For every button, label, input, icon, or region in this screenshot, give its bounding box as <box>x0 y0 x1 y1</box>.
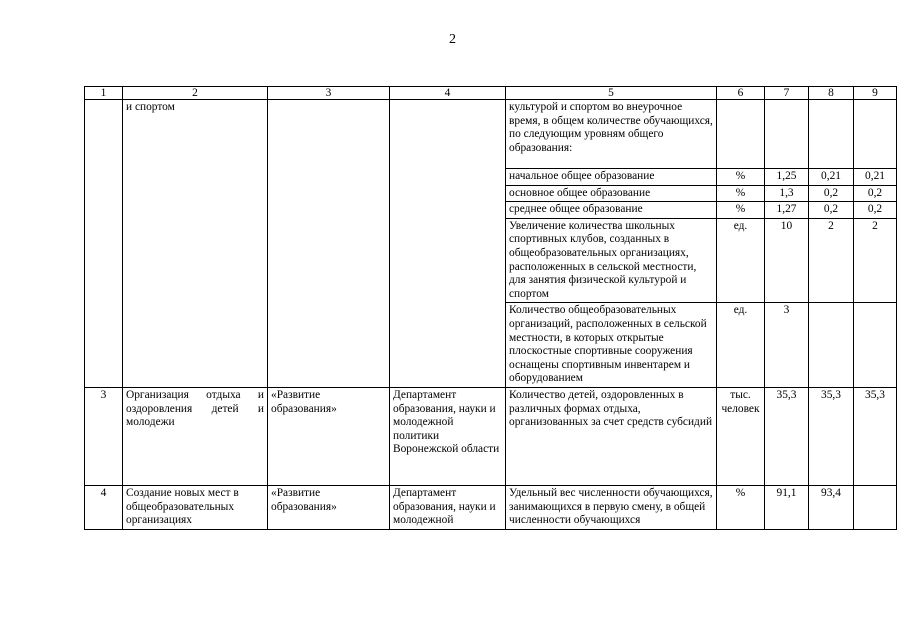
unit-line-2: человек <box>721 402 760 415</box>
indicator-cell: Количество детей, оздоровленных в различных формах отдыха, организованных за счет средств субсидий <box>506 387 717 485</box>
indicators-table <box>84 86 897 530</box>
value-9-cell: 35,3 <box>854 387 897 485</box>
indicator-cell: Увеличение количества школьных спортивных клубов, созданных в общеобразовательных организациях, расположенных в сельской местности, для занятия физической культурой и спортом <box>506 218 717 303</box>
executor-cell: Департамент образования, науки и молодежной политики Воронежской области <box>390 387 506 485</box>
col-header-1: 1 <box>85 87 123 100</box>
value-8-cell: 93,4 <box>809 485 854 529</box>
row-number-cell: 3 <box>85 387 123 485</box>
unit-cell: ед. <box>717 303 765 388</box>
value-7-cell: 1,27 <box>765 202 809 219</box>
col-header-9: 9 <box>854 87 897 100</box>
value-8-cell: 2 <box>809 218 854 303</box>
value-8-cell <box>809 100 854 169</box>
event-name-cell: и спортом <box>123 100 268 388</box>
program-cell: «Развитие образования» <box>268 485 390 529</box>
value-9-cell: 2 <box>854 218 897 303</box>
unit-cell: % <box>717 485 765 529</box>
value-8-cell <box>809 303 854 388</box>
indicator-cell: основное общее образование <box>506 185 717 202</box>
value-8-cell: 0,21 <box>809 169 854 186</box>
value-9-cell: 0,2 <box>854 202 897 219</box>
value-9-cell: 0,21 <box>854 169 897 186</box>
value-7-cell: 3 <box>765 303 809 388</box>
value-7-cell: 91,1 <box>765 485 809 529</box>
value-7-cell <box>765 100 809 169</box>
value-7-cell: 1,25 <box>765 169 809 186</box>
unit-cell: % <box>717 202 765 219</box>
unit-cell: % <box>717 169 765 186</box>
value-9-cell <box>854 100 897 169</box>
unit-cell <box>717 100 765 169</box>
row-number-cell: 4 <box>85 485 123 529</box>
value-8-cell: 0,2 <box>809 185 854 202</box>
table-row <box>85 485 897 529</box>
value-9-cell: 0,2 <box>854 185 897 202</box>
table-row <box>85 100 897 169</box>
value-7-cell: 35,3 <box>765 387 809 485</box>
unit-line-1: тыс. <box>730 388 751 401</box>
table-row <box>85 387 897 485</box>
col-header-2: 2 <box>123 87 268 100</box>
unit-cell: ед. <box>717 218 765 303</box>
indicator-intro-cell: культурой и спортом во внеурочное время, в общем количестве обучающихся, по следующим уровням общего образования: <box>506 100 717 169</box>
executor-cell: Департамент образования, науки и молодежной <box>390 485 506 529</box>
indicator-cell: Количество общеобразовательных организаций, расположенных в сельской местности, в которых открытые плоскостные спортивные сооружения оснащены спортивным инвентарем и оборудованием <box>506 303 717 388</box>
col-header-7: 7 <box>765 87 809 100</box>
event-name-cell: Организация отдыха и оздоровления детей и молодежи <box>123 387 268 485</box>
col-header-3: 3 <box>268 87 390 100</box>
value-8-cell: 35,3 <box>809 387 854 485</box>
row-number-cell <box>85 100 123 388</box>
col-header-4: 4 <box>390 87 506 100</box>
header-row <box>85 87 897 100</box>
value-7-cell: 1,3 <box>765 185 809 202</box>
indicator-cell: Удельный вес численности обучающихся, занимающихся в первую смену, в общей численности обучающихся <box>506 485 717 529</box>
col-header-6: 6 <box>717 87 765 100</box>
program-cell: «Развитие образования» <box>268 387 390 485</box>
unit-cell: % <box>717 185 765 202</box>
value-8-cell: 0,2 <box>809 202 854 219</box>
program-cell <box>268 100 390 388</box>
indicator-cell: среднее общее образование <box>506 202 717 219</box>
unit-cell <box>717 387 765 485</box>
value-9-cell <box>854 303 897 388</box>
indicator-cell: начальное общее образование <box>506 169 717 186</box>
page-number: 2 <box>449 32 456 47</box>
executor-cell <box>390 100 506 388</box>
value-7-cell: 10 <box>765 218 809 303</box>
col-header-5: 5 <box>506 87 717 100</box>
event-name-cell: Создание новых мест в общеобразовательных организациях <box>123 485 268 529</box>
value-9-cell <box>854 485 897 529</box>
col-header-8: 8 <box>809 87 854 100</box>
